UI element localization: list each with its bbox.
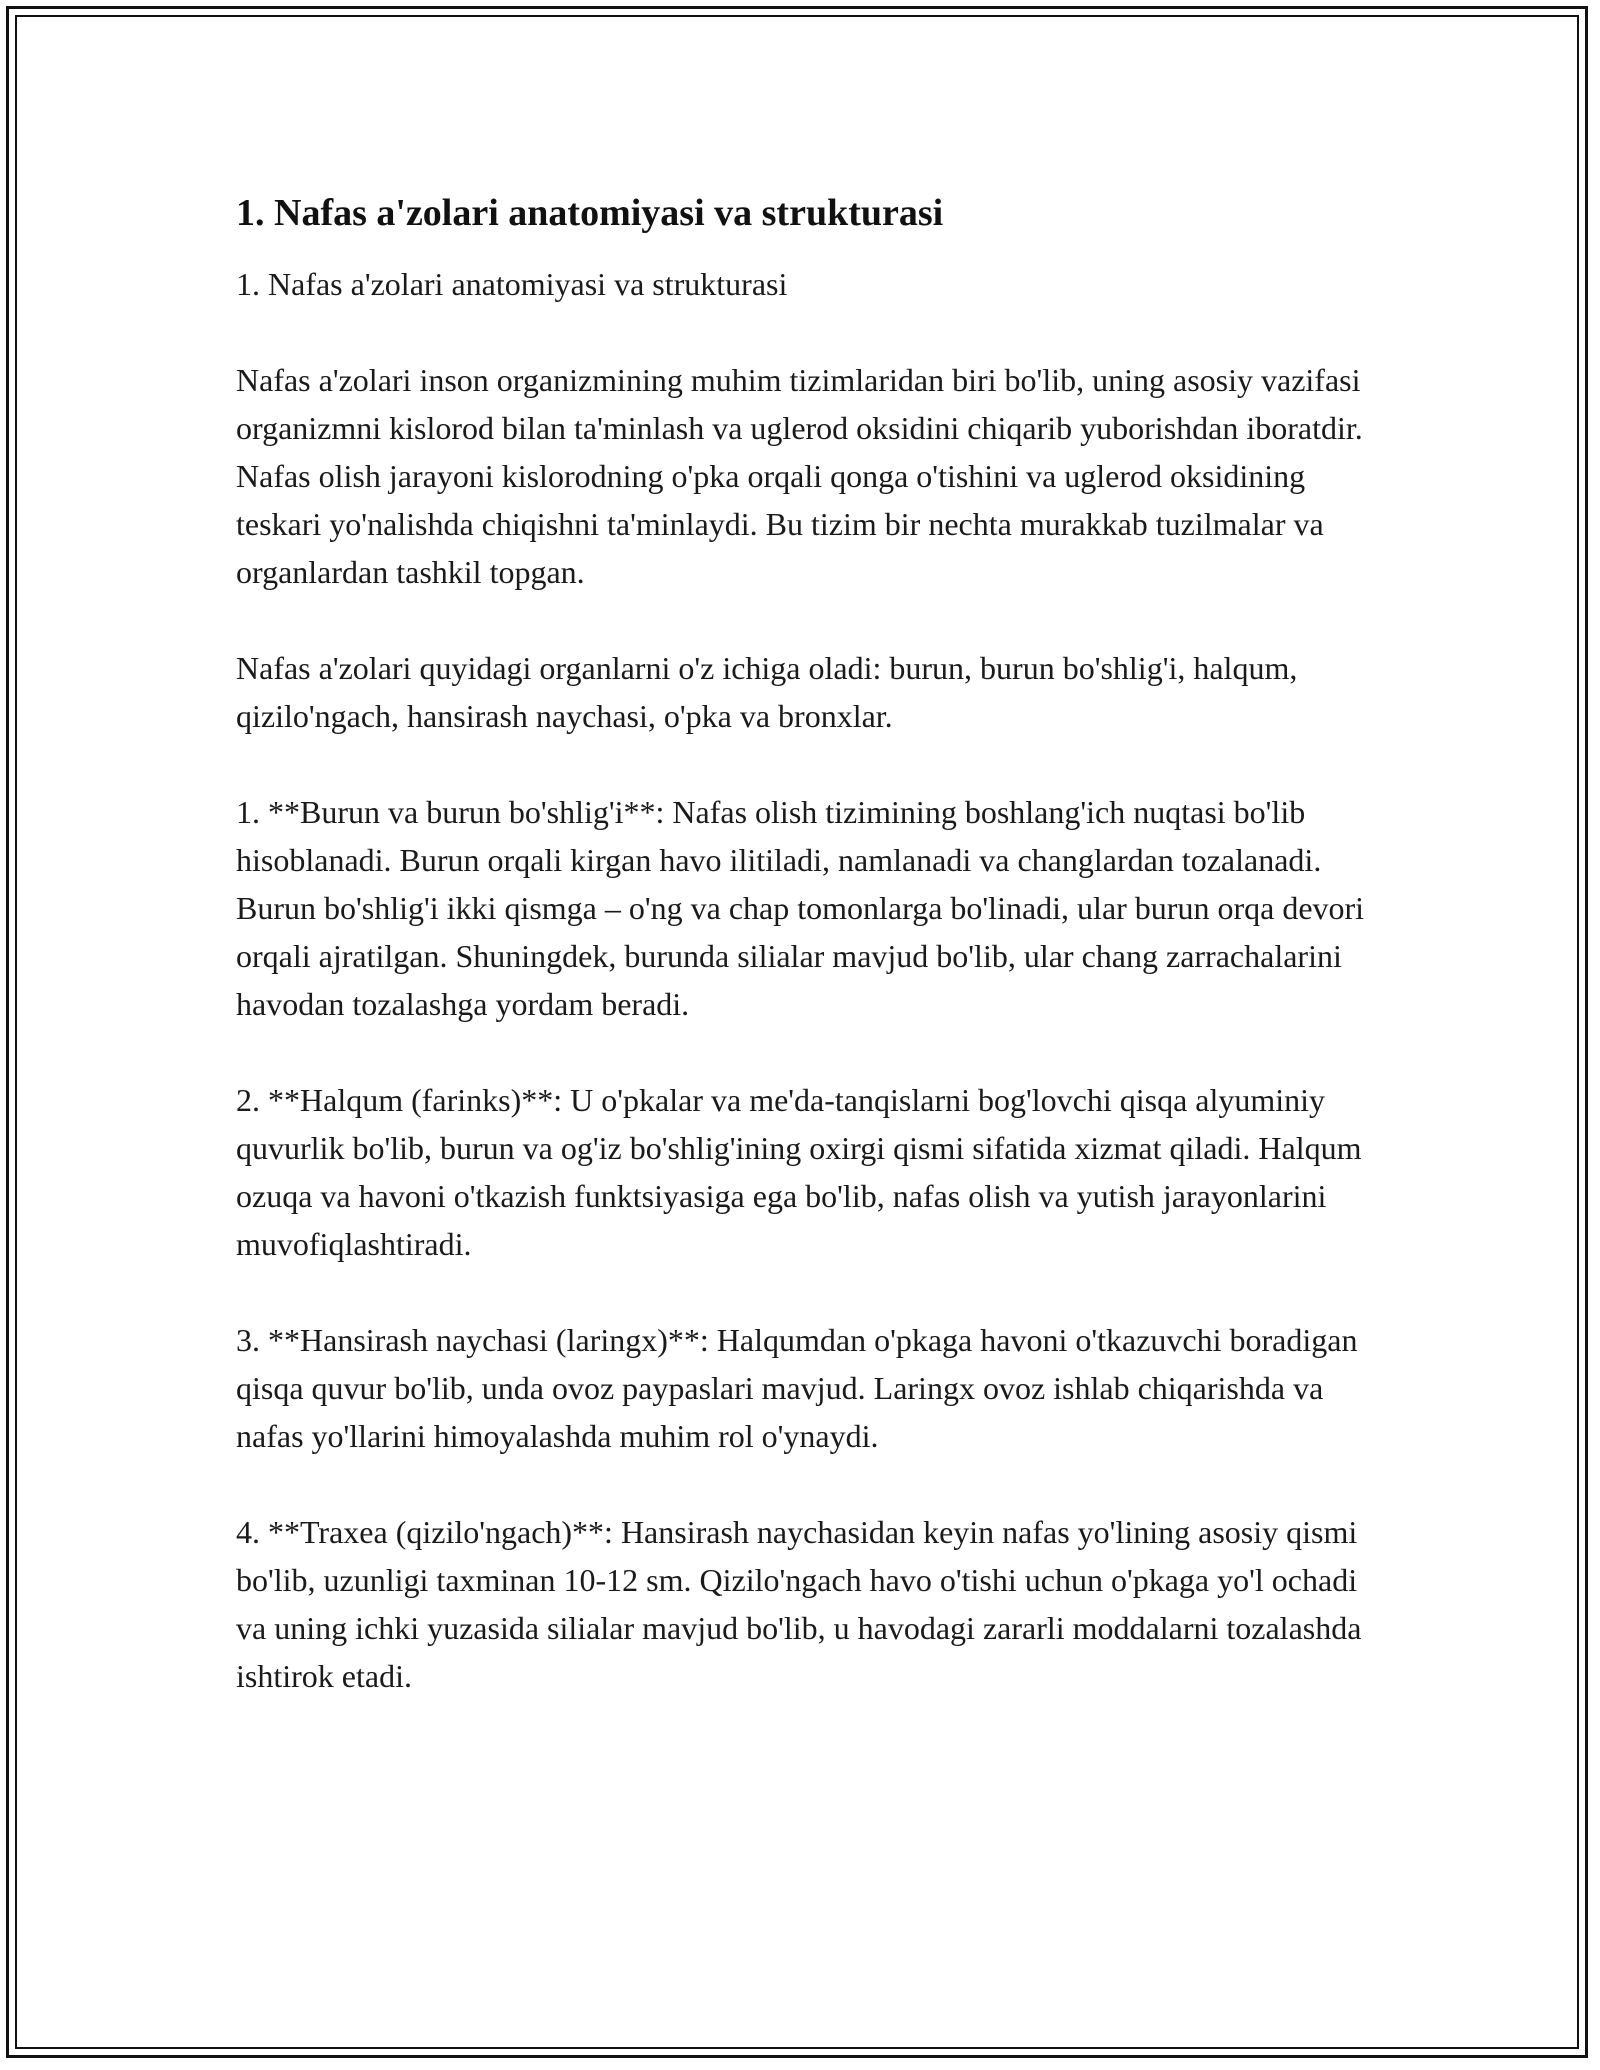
document-heading: 1. Nafas a'zolari anatomiyasi va strukturasi — [236, 192, 944, 234]
paragraph-organs-list: Nafas a'zolari quyidagi organlarni o'z ichiga oladi: burun, burun bo'shlig'i, halqum, qizilo'ngach, hansirash naychasi, o'pka va bronxlar. — [236, 650, 1298, 734]
paragraph-nose: 1. **Burun va burun bo'shlig'i**: Nafas olish tizimining boshlang'ich nuqtasi bo'lib hisoblanadi. Burun orqali kirgan havo ilitiladi, namlanadi va changlardan tozalanadi. Burun bo'shlig'i ikki qismga – o'ng va chap tomonlarga bo'linadi, ular burun orqa devori orqali ajratilgan. Shuningdek, burunda silialar mavjud bo'lib, ular chang zarrachalarini havodan tozalashga yordam beradi. — [236, 794, 1365, 1022]
paragraph-larynx: 3. **Hansirash naychasi (laringx)**: Halqumdan o'pkaga havoni o'tkazuvchi boradigan qisqa quvur bo'lib, unda ovoz paypaslari mavjud. Laringx ovoz ishlab chiqarishda va nafas yo'llarini himoyalashda muhim rol o'ynaydi. — [236, 1322, 1358, 1454]
paragraph-intro: Nafas a'zolari inson organizmining muhim tizimlaridan biri bo'lib, uning asosiy vazifasi organizmni kislorod bilan ta'minlash va uglerod oksidini chiqarib yuborishdan iboratdir. Nafas olish jarayoni kislorodning o'pka orqali qonga o'tishini va uglerod oksidining teskari yo'nalishda chiqishni ta'minlaydi. Bu tizim bir nechta murakkab tuzilmalar va organlardan tashkil topgan. — [236, 362, 1363, 590]
paragraph-trachea: 4. **Traxea (qizilo'ngach)**: Hansirash naychasidan keyin nafas yo'lining asosiy qismi bo'lib, uzunligi taxminan 10-12 sm. Qizilo'ngach havo o'tishi uchun o'pkaga yo'l ochadi va uning ichki yuzasida silialar mavjud bo'lib, u havodagi zararli moddalarni tozalashda ishtirok etadi. — [236, 1514, 1362, 1694]
document-subtitle: 1. Nafas a'zolari anatomiyasi va strukturasi — [236, 266, 788, 302]
document-body — [236, 188, 1376, 1748]
paragraph-pharynx: 2. **Halqum (farinks)**: U o'pkalar va me'da-tanqislarni bog'lovchi qisqa alyuminiy quvurlik bo'lib, burun va og'iz bo'shlig'ining oxirgi qismi sifatida xizmat qiladi. Halqum ozuqa va havoni o'tkazish funktsiyasiga ega bo'lib, nafas olish va yutish jarayonlarini muvofiqlashtiradi. — [236, 1082, 1362, 1262]
